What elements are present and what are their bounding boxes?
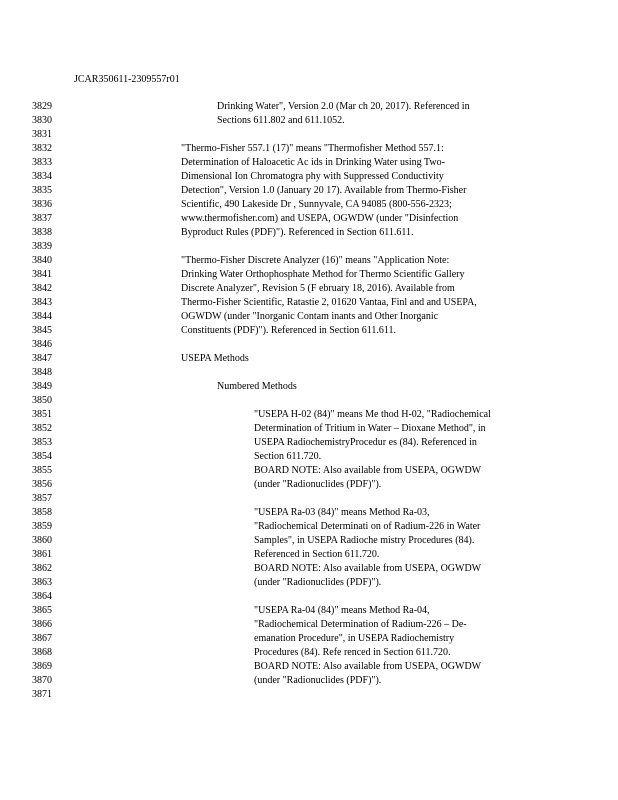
text-line: Determination of Haloacetic Ac ids in Drinking Water using Two- bbox=[181, 157, 445, 168]
line-number: 3851 bbox=[32, 409, 52, 420]
text-line: "Radiochemical Determination of Radium-226 – De- bbox=[254, 619, 467, 630]
text-line: Section 611.720. bbox=[254, 451, 322, 462]
line-number: 3855 bbox=[32, 465, 52, 476]
line-number: 3862 bbox=[32, 563, 52, 574]
line-number: 3849 bbox=[32, 381, 52, 392]
text-line: "Thermo-Fisher 557.1 (17)" means "Thermofisher Method 557.1: bbox=[181, 143, 444, 154]
document-id: JCAR350611-2309557r01 bbox=[74, 74, 180, 85]
line-number: 3847 bbox=[32, 353, 52, 364]
line-number: 3870 bbox=[32, 675, 52, 686]
text-line: Discrete Analyzer", Revision 5 (F ebruary 18, 2016). Available from bbox=[181, 283, 455, 294]
text-line: Drinking Water Orthophosphate Method for Thermo Scientific Gallery bbox=[181, 269, 465, 280]
text-line: Sections 611.802 and 611.1052. bbox=[217, 115, 345, 126]
line-number: 3865 bbox=[32, 605, 52, 616]
line-number: 3835 bbox=[32, 185, 52, 196]
text-line: Determination of Tritium in Water – Dioxane Method", in bbox=[254, 423, 486, 434]
line-number: 3842 bbox=[32, 283, 52, 294]
line-number: 3860 bbox=[32, 535, 52, 546]
text-line: BOARD NOTE: Also available from USEPA, OGWDW bbox=[254, 563, 482, 574]
line-number: 3841 bbox=[32, 269, 52, 280]
line-number: 3863 bbox=[32, 577, 52, 588]
line-number: 3843 bbox=[32, 297, 52, 308]
line-number: 3854 bbox=[32, 451, 52, 462]
text-line: "USEPA H-02 (84)" means Me thod H-02, "Radiochemical bbox=[254, 409, 491, 420]
line-number: 3832 bbox=[32, 143, 52, 154]
text-line: Dimensional Ion Chromatogra phy with Suppressed Conductivity bbox=[181, 171, 444, 182]
line-number: 3861 bbox=[32, 549, 52, 560]
text-line: emanation Procedure", in USEPA Radiochemistry bbox=[254, 633, 455, 644]
text-line: Procedures (84). Refe renced in Section 611.720. bbox=[254, 647, 451, 658]
text-line: Constituents (PDF)"). Referenced in Section 611.611. bbox=[181, 325, 396, 336]
text-line: Byproduct Rules (PDF)"). Referenced in Section 611.611. bbox=[181, 227, 414, 238]
line-number: 3839 bbox=[32, 241, 52, 252]
text-line: USEPA RadiochemistryProcedur es (84). Referenced in bbox=[254, 437, 477, 448]
line-number: 3850 bbox=[32, 395, 52, 406]
text-line: Drinking Water", Version 2.0 (Mar ch 20, 2017). Referenced in bbox=[217, 101, 470, 112]
line-number: 3867 bbox=[32, 633, 52, 644]
line-number: 3848 bbox=[32, 367, 52, 378]
text-line: USEPA Methods bbox=[181, 353, 249, 364]
line-number: 3845 bbox=[32, 325, 52, 336]
line-number: 3830 bbox=[32, 115, 52, 126]
line-number: 3829 bbox=[32, 101, 52, 112]
line-number: 3831 bbox=[32, 129, 52, 140]
line-number: 3852 bbox=[32, 423, 52, 434]
line-number: 3838 bbox=[32, 227, 52, 238]
line-number: 3833 bbox=[32, 157, 52, 168]
line-number: 3869 bbox=[32, 661, 52, 672]
text-line: www.thermofisher.com) and USEPA, OGWDW (under "Disinfection bbox=[181, 213, 459, 224]
line-number: 3866 bbox=[32, 619, 52, 630]
text-line: (under "Radionuclides (PDF)"). bbox=[254, 577, 382, 588]
line-number: 3856 bbox=[32, 479, 52, 490]
text-line: (under "Radionuclides (PDF)"). bbox=[254, 479, 382, 490]
text-line: Thermo-Fisher Scientific, Ratastie 2, 01620 Vantaa, Finl and and USEPA, bbox=[181, 297, 477, 308]
text-line: "Thermo-Fisher Discrete Analyzer (16)" means "Application Note: bbox=[181, 255, 450, 266]
text-line: BOARD NOTE: Also available from USEPA, OGWDW bbox=[254, 465, 482, 476]
line-number: 3857 bbox=[32, 493, 52, 504]
text-line: (under "Radionuclides (PDF)"). bbox=[254, 675, 382, 686]
line-number: 3834 bbox=[32, 171, 52, 182]
text-line: BOARD NOTE: Also available from USEPA, OGWDW bbox=[254, 661, 482, 672]
text-line: "Radiochemical Determinati on of Radium-226 in Water bbox=[254, 521, 481, 532]
text-line: Samples", in USEPA Radioche mistry Procedures (84). bbox=[254, 535, 475, 546]
line-number: 3864 bbox=[32, 591, 52, 602]
line-number: 3853 bbox=[32, 437, 52, 448]
line-number: 3868 bbox=[32, 647, 52, 658]
text-line: "USEPA Ra-03 (84)" means Method Ra-03, bbox=[254, 507, 430, 518]
line-number: 3859 bbox=[32, 521, 52, 532]
text-line: Referenced in Section 611.720. bbox=[254, 549, 380, 560]
text-line: "USEPA Ra-04 (84)" means Method Ra-04, bbox=[254, 605, 430, 616]
line-number: 3836 bbox=[32, 199, 52, 210]
line-number: 3871 bbox=[32, 689, 52, 700]
line-number: 3844 bbox=[32, 311, 52, 322]
text-line: Scientific, 490 Lakeside Dr , Sunnyvale, CA 94085 (800-556-2323; bbox=[181, 199, 452, 210]
text-line: Detection", Version 1.0 (January 20 17). Available from Thermo-Fisher bbox=[181, 185, 467, 196]
text-line: Numbered Methods bbox=[217, 381, 297, 392]
line-number: 3846 bbox=[32, 339, 52, 350]
line-number: 3837 bbox=[32, 213, 52, 224]
text-line: OGWDW (under "Inorganic Contam inants and Other Inorganic bbox=[181, 311, 439, 322]
line-number: 3858 bbox=[32, 507, 52, 518]
line-number: 3840 bbox=[32, 255, 52, 266]
